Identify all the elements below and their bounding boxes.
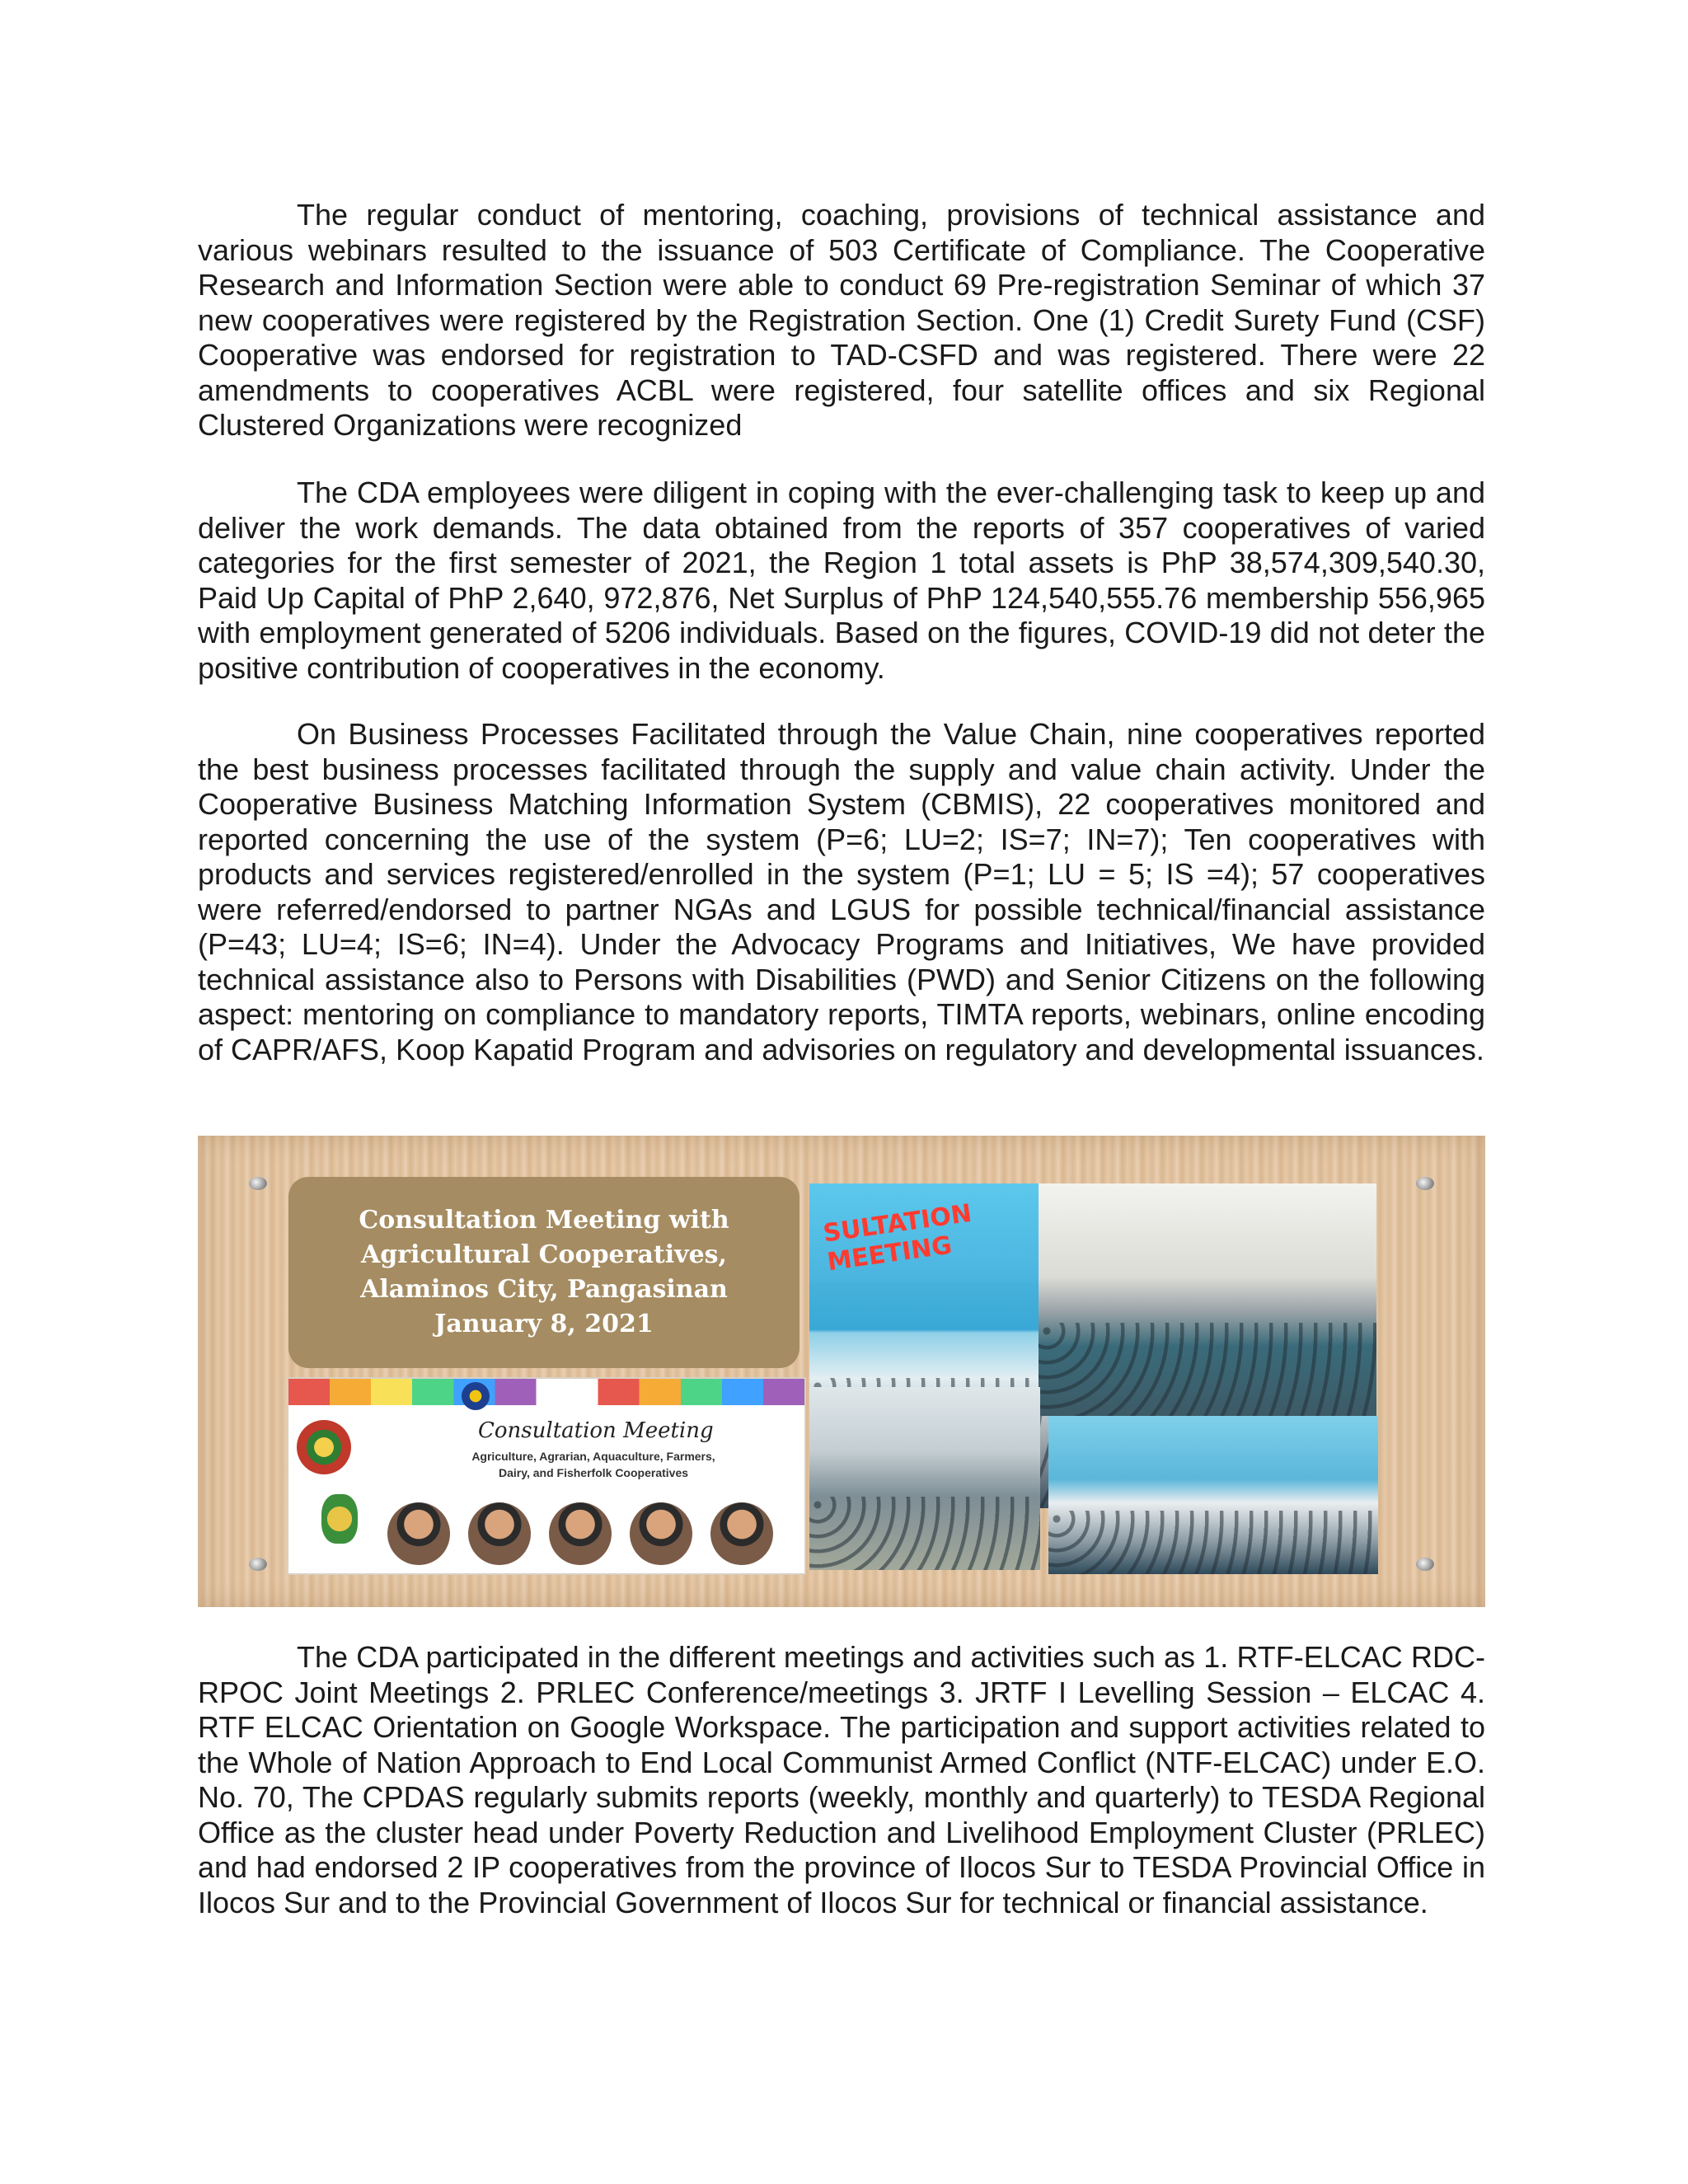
hall-audience-photo <box>1039 1183 1376 1416</box>
poster-stripes <box>288 1379 804 1405</box>
paragraph-elcac-participation: The CDA participated in the different meetings and activities such as 1. RTF-ELCAC RDC-RPOC Joint Meetings 2. PRLEC Conference/meetings 3. JRTF I Levelling Session – ELCAC 4. RTF ELCAC Orientation on Google Workspace. The participation and support activities related to the Whole of Nation Approach to End Local Communist Armed Conflict (NTF-ELCAC) under E.O. No. 70, The CPDAS regularly submits reports (weekly, monthly and quarterly) to TESDA Regional Office as the cluster head under Poverty Reduction and Livelihood Employment Cluster (PRLEC) and had endorsed 2 IP cooperatives from the province of Ilocos Sur to TESDA Provincial Office in Ilocos Sur and to the Provincial Government of Ilocos Sur for technical or financial assistance. <box>198 1640 1485 1919</box>
audience <box>1048 1511 1378 1574</box>
pin-icon <box>1416 1177 1434 1190</box>
paragraph-value-chain: On Business Processes Facilitated through the Value Chain, nine cooperatives reported the best business processes facilitated through the supply and value chain activity. Under the Cooperative Business Matching Information System (CBMIS), 22 cooperatives monitored and reported concerning the use of the system (P=6; LU=2; IS=7; IN=7); Ten cooperatives with products and services registered/enrolled in the system (P=1; LU = 5; IS =4); 57 cooperatives were referred/endorsed to partner NGAs and LGUS for possible technical/financial assistance (P=43; LU=4; IS=6; IN=4). Under the Advocacy Programs and Initiatives, We have provided technical assistance also to Persons with Disabilities (PWD) and Senior Citizens on the following aspect: mentoring on compliance to mandatory reports, TIMTA reports, webinars, online encoding of CAPR/AFS, Koop Kapatid Program and advisories on regulatory and developmental issuances. <box>198 717 1485 1066</box>
collage-title-card <box>288 1177 799 1368</box>
pin-icon <box>1416 1558 1434 1571</box>
pin-icon <box>249 1558 267 1571</box>
poster-subtitle-line: Dairy, and Fisherfolk Cooperatives <box>498 1466 689 1479</box>
cda-seal-icon <box>297 1420 351 1474</box>
panel-table-photo <box>1048 1416 1378 1574</box>
stage-banner-text: SULTATION MEETING <box>821 1198 974 1277</box>
pin-icon <box>249 1177 267 1190</box>
speaker-photos <box>387 1502 783 1562</box>
speaker-photo <box>630 1502 692 1565</box>
consultation-meeting-collage <box>198 1136 1485 1607</box>
paragraph-financials: The CDA employees were diligent in coping with the ever-challenging task to keep up and deliver the work demands. The data obtained from the reports of 357 cooperatives of varied categories for the first semester of 2021, the Region 1 total assets is PhP 38,574,309,540.30, Paid Up Capital of PhP 2,640, 972,876, Net Surplus of PhP 124,540,555.76 membership 556,965 with employment generated of 5206 individuals. Based on the figures, COVID-19 did not deter the positive contribution of cooperatives in the economy. <box>198 476 1485 685</box>
consultation-poster <box>287 1377 806 1575</box>
audience <box>809 1497 1040 1570</box>
collage-title-line: January 8, 2021 <box>434 1310 654 1338</box>
poster-title: Consultation Meeting <box>478 1418 714 1443</box>
collage-title-line: Agricultural Cooperatives, <box>361 1240 727 1269</box>
government-seal-icon <box>462 1382 490 1410</box>
speaker-photo <box>549 1502 612 1565</box>
speaker-photo <box>468 1502 531 1565</box>
collage-title-line: Consultation Meeting with <box>359 1206 729 1235</box>
agency-logo-icon <box>321 1494 358 1544</box>
speaker-photo <box>710 1502 773 1565</box>
speaker-photo <box>387 1502 450 1565</box>
poster-subtitle-line: Agriculture, Agrarian, Aquaculture, Farmers, <box>471 1450 715 1463</box>
paragraph-compliance: The regular conduct of mentoring, coaching, provisions of technical assistance and various webinars resulted to the issuance of 503 Certificate of Compliance. The Cooperative Research and Information Section were able to conduct 69 Pre-registration Seminar of which 37 new cooperatives were registered by the Registration Section. One (1) Credit Surety Fund (CSF) Cooperative was endorsed for registration to TAD-CSFD and was registered. There were 22 amendments to cooperatives ACBL were registered, four satellite offices and six Regional Clustered Organizations were recognized <box>198 198 1485 442</box>
room-attendees-photo <box>809 1387 1040 1570</box>
collage-title-line: Alaminos City, Pangasinan <box>360 1275 728 1304</box>
audience <box>1039 1323 1376 1416</box>
poster-subtitle <box>412 1448 775 1481</box>
